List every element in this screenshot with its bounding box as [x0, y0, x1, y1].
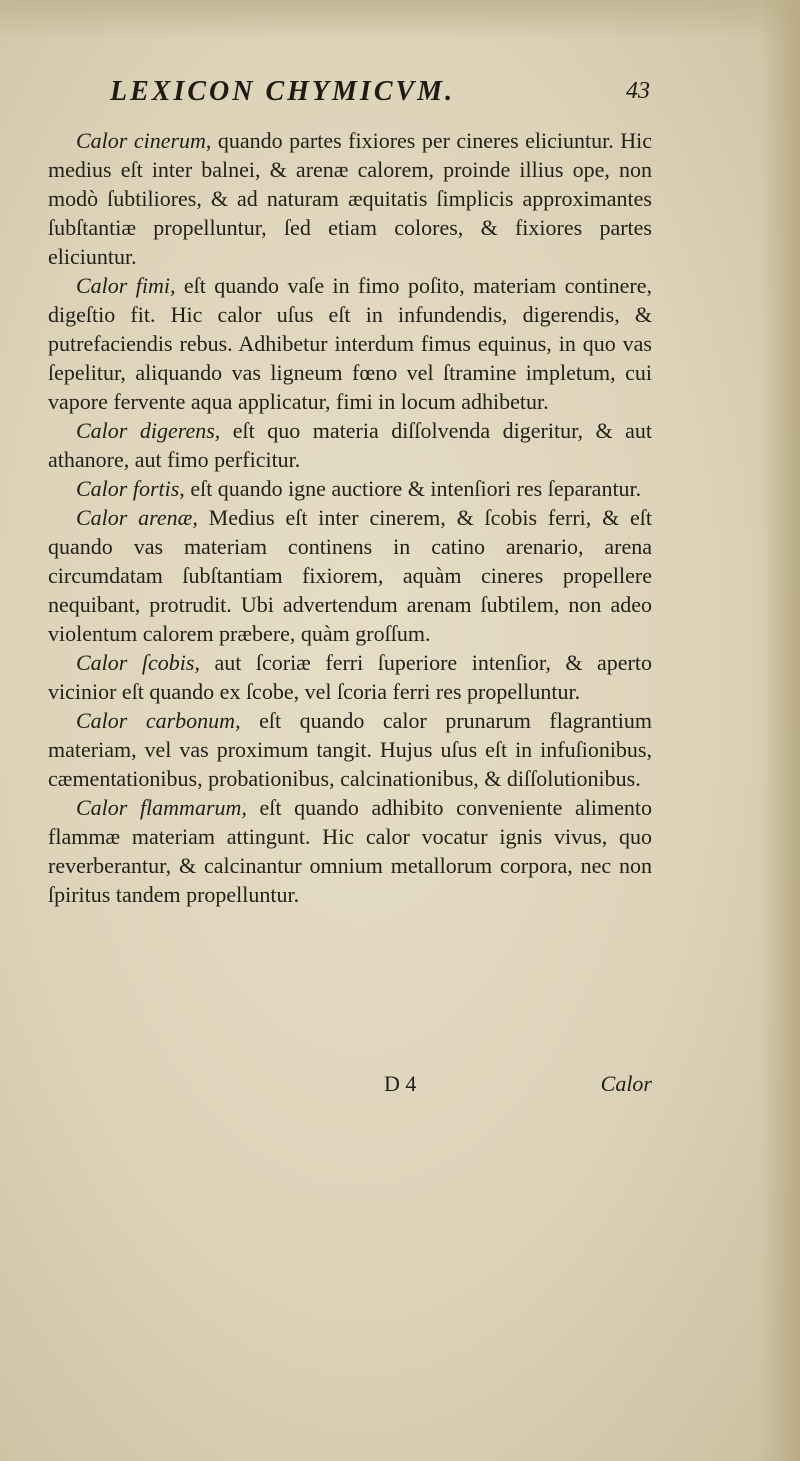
dictionary-entries [48, 126, 652, 909]
entry-calor-digerens [48, 416, 652, 474]
page-number: 43 [626, 78, 650, 104]
catchword: Calor [600, 1071, 652, 1096]
entry-text: Medius eſt inter cinerem, & ſcobis ferri, & eſt quando vas materiam continens in catino arenario, arena circumdatam ſubſtantiam fixiorem, aquàm cineres propellere nequibant, protrudit. Ubi advertendum arenam ſubtilem, non adeo violentum calorem præbere, quàm groſſum. [48, 505, 652, 646]
entry-term: Calor digerens, [76, 418, 221, 443]
entry-text: eſt quando igne auctiore & intenſiori res ſeparantur. [184, 476, 642, 501]
entry-text: , aut ſcoriæ ferri ſuperiore intenſior, & aperto vicinior eſt quando ex ſcobe, vel ſcoria ferri res propelluntur. [48, 650, 652, 704]
entry-calor-carbonum [48, 706, 652, 793]
entry-term: Calor fortis, [76, 476, 185, 501]
entry-text: eſt quando calor prunarum flagrantium materiam, vel vas proximum tangit. Hujus uſus eſt in infuſionibus, cæmentationibus, probationibus, calcinationibus, & diſſolutionibus. [48, 708, 652, 791]
page-footer [48, 1071, 652, 1101]
page-header [110, 76, 650, 116]
entry-text: , quando partes fixiores per cineres eliciuntur. Hic medius eſt inter balnei, & arenæ calorem, proinde illius ope, non modò ſubtiliores, & ad naturam æquitatis ſimplicis approximantes ſubſtantiæ propelluntur, ſed etiam colores, & fixiores partes eliciuntur. [48, 128, 652, 269]
signature-mark: D 4 [384, 1071, 417, 1096]
entry-text: eſt quo materia diſſolvenda digeritur, & aut athanore, aut fimo perficitur. [48, 418, 653, 472]
entry-term: Calor ſcobis [76, 650, 195, 675]
entry-calor-fimi [48, 271, 652, 416]
entry-text: eſt quando adhibito conveniente alimento flammæ materiam attingunt. Hic calor vocatur ignis vivus, quo reverberantur, & calcinantur omnium metallorum corpora, nec non ſpiritus tandem propelluntur. [48, 795, 653, 907]
entry-term: Calor flammarum, [76, 795, 247, 820]
entry-text: eſt quando vaſe in fimo poſito, materiam continere, digeſtio fit. Hic calor uſus eſt in infundendis, digerendis, & putrefaciendis rebus. Adhibetur interdum fimus equinus, in quo vas ſepelitur, aliquando vas ligneum fœno vel ſtramine impletum, cui vapore fervente aqua applicatur, fimi in locum adhibetur. [48, 273, 653, 414]
entry-calor-flammarum [48, 793, 652, 909]
entry-calor-scobis [48, 648, 652, 706]
running-title: LEXICON CHYMICVM. [110, 76, 456, 107]
entry-calor-arenae [48, 503, 652, 648]
entry-term: Calor arenæ, [76, 505, 198, 530]
entry-term: Calor carbonum, [76, 708, 241, 733]
entry-calor-fortis [48, 474, 652, 503]
entry-term: Calor cinerum [76, 128, 206, 153]
entry-calor-cinerum [48, 126, 652, 271]
entry-term: Calor fimi, [76, 273, 176, 298]
